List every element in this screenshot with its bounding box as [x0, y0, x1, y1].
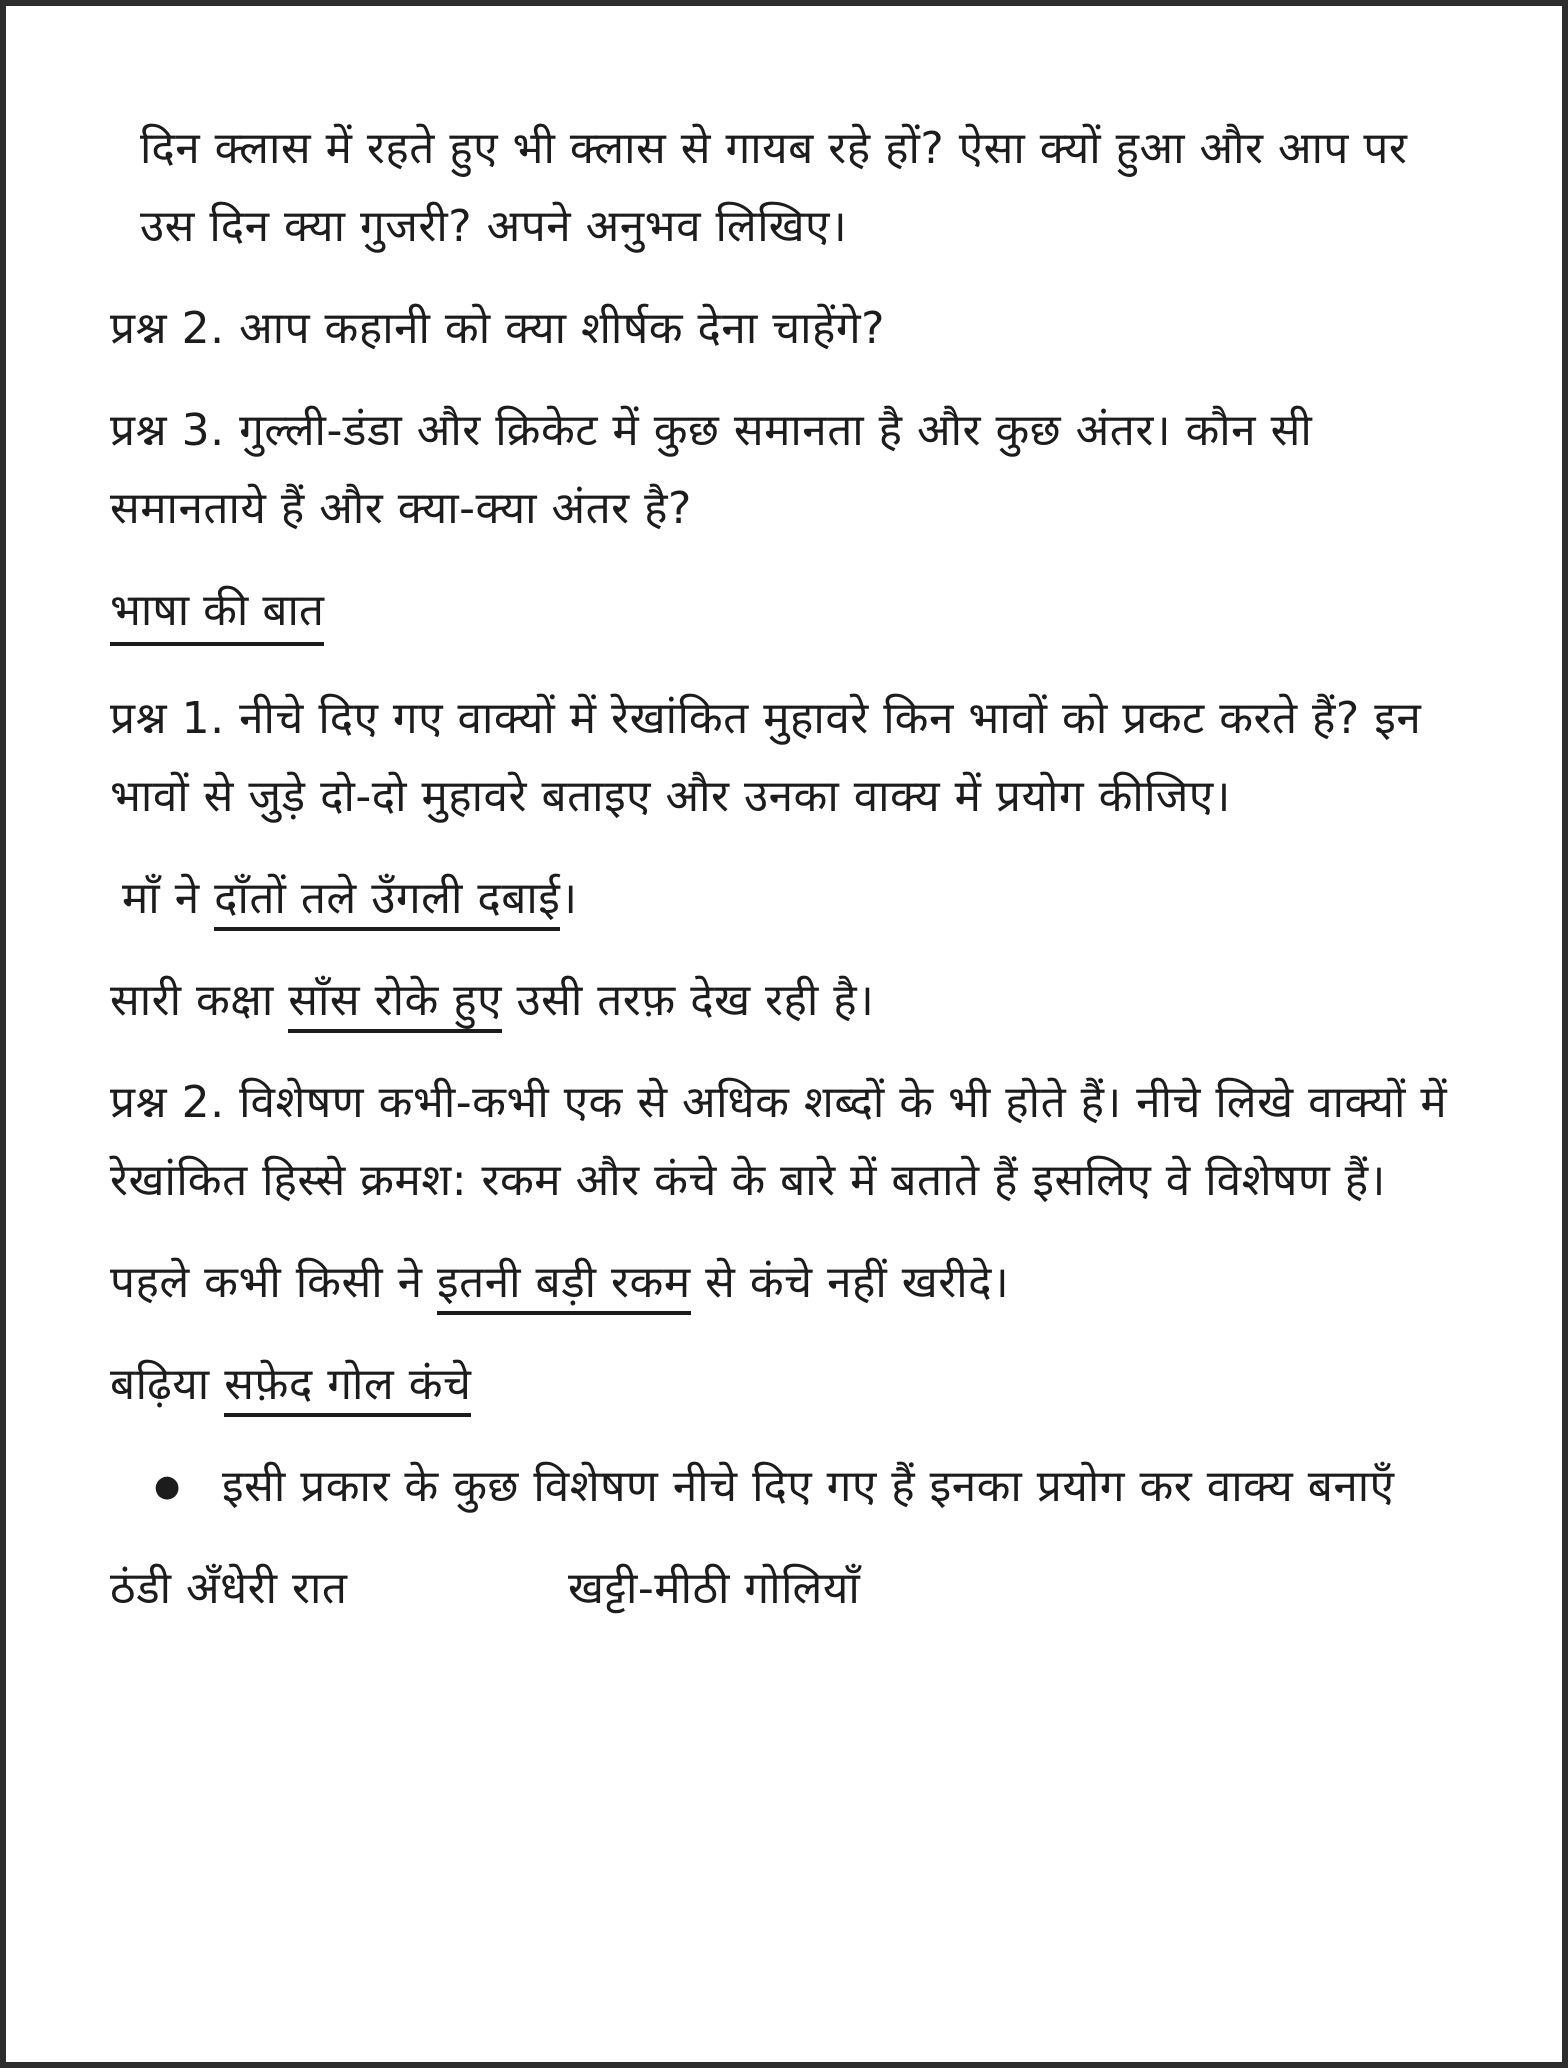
- idiom-1-underlined-phrase: दाँतों तले उँगली दबाई: [214, 873, 560, 931]
- bullet-item: [154, 1448, 1462, 1526]
- idiom-sentence-1: [110, 860, 1462, 938]
- idiom-sentence-2: [110, 962, 1462, 1040]
- adjective-sentence: [110, 1244, 1462, 1322]
- section-heading: [110, 572, 1462, 650]
- question-3: [110, 392, 1462, 548]
- bullet-item-text: इसी प्रकार के कुछ विशेषण नीचे दिए गए हैं इनका प्रयोग कर वाक्य बनाएँ: [222, 1461, 1395, 1512]
- language-question-1: [110, 680, 1462, 836]
- intro-paragraph: [110, 110, 1462, 266]
- adjective-pair-1: ठंडी अँधेरी रात: [110, 1563, 348, 1614]
- idiom-2-pre: सारी कक्षा: [110, 975, 289, 1026]
- language-question-1-text: प्रश्न 1. नीचे दिए गए वाक्यों में रेखांकित मुहावरे किन भावों को प्रकट करते हैं? इन भावों से जुड़े दो-दो मुहावरे बताइए और उनका वाक्य में प्रयोग कीजिए।: [110, 693, 1422, 822]
- section-heading-text: भाषा की बात: [110, 585, 324, 646]
- bullet-icon: ●: [154, 1469, 181, 1504]
- adjective-pair-2: खट्टी-मीठी गोलियाँ: [568, 1563, 861, 1614]
- question-2-text: प्रश्न 2. आप कहानी को क्या शीर्षक देना चाहेंगे?: [110, 303, 886, 354]
- adjective-sentence-pre: पहले कभी किसी ने: [110, 1257, 438, 1308]
- intro-text: दिन क्लास में रहते हुए भी क्लास से गायब रहे हों? ऐसा क्यों हुआ और आप पर उस दिन क्या गुजरी? अपने अनुभव लिखिए।: [140, 123, 1408, 252]
- adjective-sentence-underlined-phrase: इतनी बड़ी रकम: [437, 1257, 691, 1315]
- idiom-2-post: उसी तरफ़ देख रही है।: [502, 975, 875, 1026]
- idiom-1-pre: माँ ने: [122, 873, 215, 924]
- adjective-phrase-underlined: सफ़ेद गोल कंचे: [224, 1359, 471, 1417]
- question-2: [110, 290, 1462, 368]
- adjective-phrase-pre: बढ़िया: [110, 1359, 225, 1410]
- adjective-phrase: [110, 1346, 1462, 1424]
- adjective-sentence-post: से कंचे नहीं खरीदे।: [690, 1257, 1010, 1308]
- adjective-pairs-row: [110, 1550, 1462, 1628]
- idiom-1-post: ।: [560, 873, 578, 924]
- language-question-2: [110, 1064, 1462, 1220]
- question-3-text: प्रश्न 3. गुल्ली-डंडा और क्रिकेट में कुछ समानता है और कुछ अंतर। कौन सी समानताये हैं और क्या-क्या अंतर है?: [110, 405, 1313, 534]
- language-question-2-text: प्रश्न 2. विशेषण कभी-कभी एक से अधिक शब्दों के भी होते हैं। नीचे लिखे वाक्यों में रेखांकित हिस्से क्रमश: रकम और कंचे के बारे में बताते हैं इसलिए वे विशेषण हैं।: [110, 1077, 1448, 1206]
- idiom-2-underlined-phrase: साँस रोके हुए: [288, 975, 502, 1033]
